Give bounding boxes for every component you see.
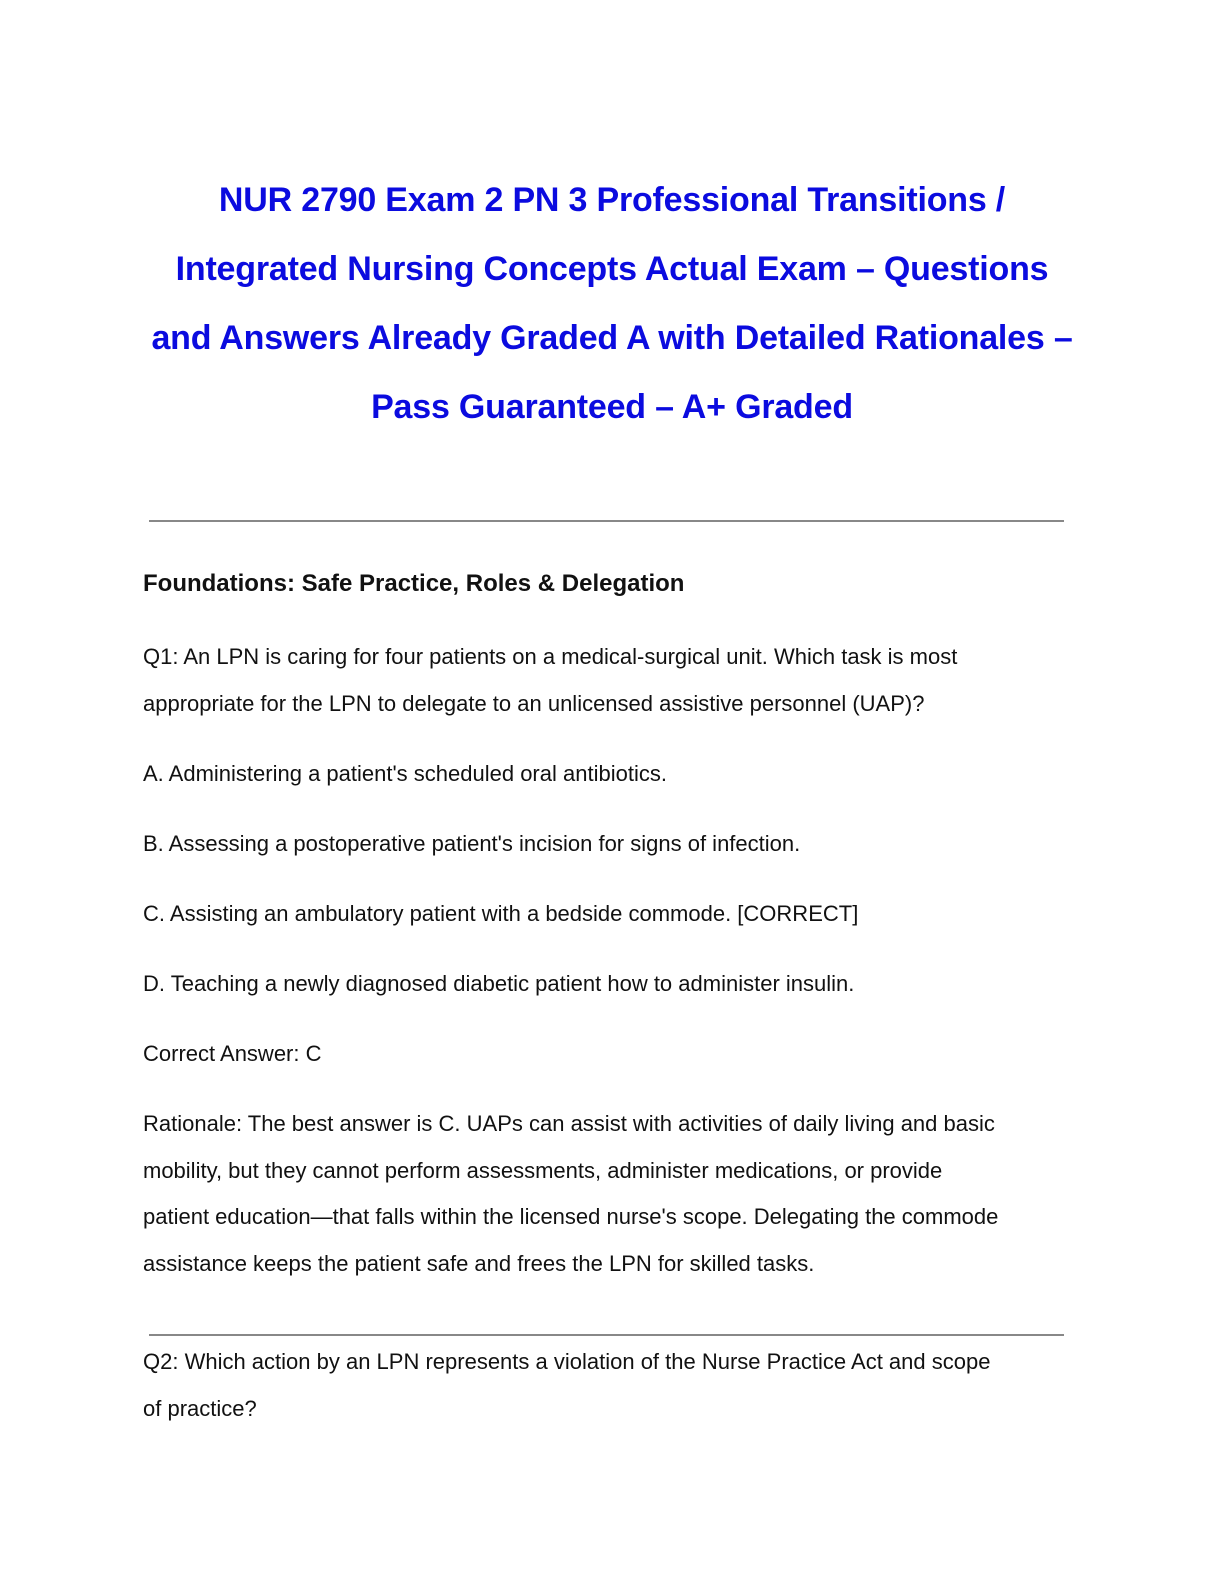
- question-2: [143, 1339, 1083, 1432]
- document-title: [130, 166, 1094, 442]
- horizontal-divider: [149, 1334, 1064, 1336]
- answer-option-c: C. Assisting an ambulatory patient with a bedside commode. [CORRECT]: [143, 901, 859, 926]
- question-text-line: Q1: An LPN is caring for four patients on a medical-surgical unit. Which task is most: [143, 644, 958, 669]
- answer-option-a: A. Administering a patient's scheduled oral antibiotics.: [143, 761, 667, 786]
- rationale: [143, 1101, 1083, 1287]
- rationale-line: mobility, but they cannot perform assessments, administer medications, or provide: [143, 1157, 943, 1183]
- section-heading: Foundations: Safe Practice, Roles & Delegation: [143, 570, 685, 597]
- question-1: [143, 634, 1083, 727]
- rationale-line: Rationale: The best answer is C. UAPs can assist with activities of daily living and basic: [143, 1111, 995, 1136]
- horizontal-divider: [149, 520, 1064, 522]
- answer-option-d: D. Teaching a newly diagnosed diabetic patient how to administer insulin.: [143, 971, 855, 996]
- question-text-line: of practice?: [143, 1395, 257, 1421]
- answer-option-b: B. Assessing a postoperative patient's incision for signs of infection.: [143, 831, 801, 856]
- question-text-line: appropriate for the LPN to delegate to an unlicensed assistive personnel (UAP)?: [143, 690, 925, 716]
- rationale-line: patient education—that falls within the licensed nurse's scope. Delegating the commode: [143, 1204, 999, 1229]
- title-line: Pass Guaranteed – A+ Graded: [371, 388, 853, 426]
- title-line: NUR 2790 Exam 2 PN 3 Professional Transitions /: [218, 181, 1006, 219]
- question-text-line: Q2: Which action by an LPN represents a violation of the Nurse Practice Act and scope: [143, 1349, 991, 1374]
- title-line: and Answers Already Graded A with Detailed Rationales –: [151, 319, 1073, 357]
- correct-answer: Correct Answer: C: [143, 1041, 322, 1066]
- title-line: Integrated Nursing Concepts Actual Exam – Questions: [175, 250, 1049, 288]
- rationale-line: assistance keeps the patient safe and frees the LPN for skilled tasks.: [143, 1250, 815, 1276]
